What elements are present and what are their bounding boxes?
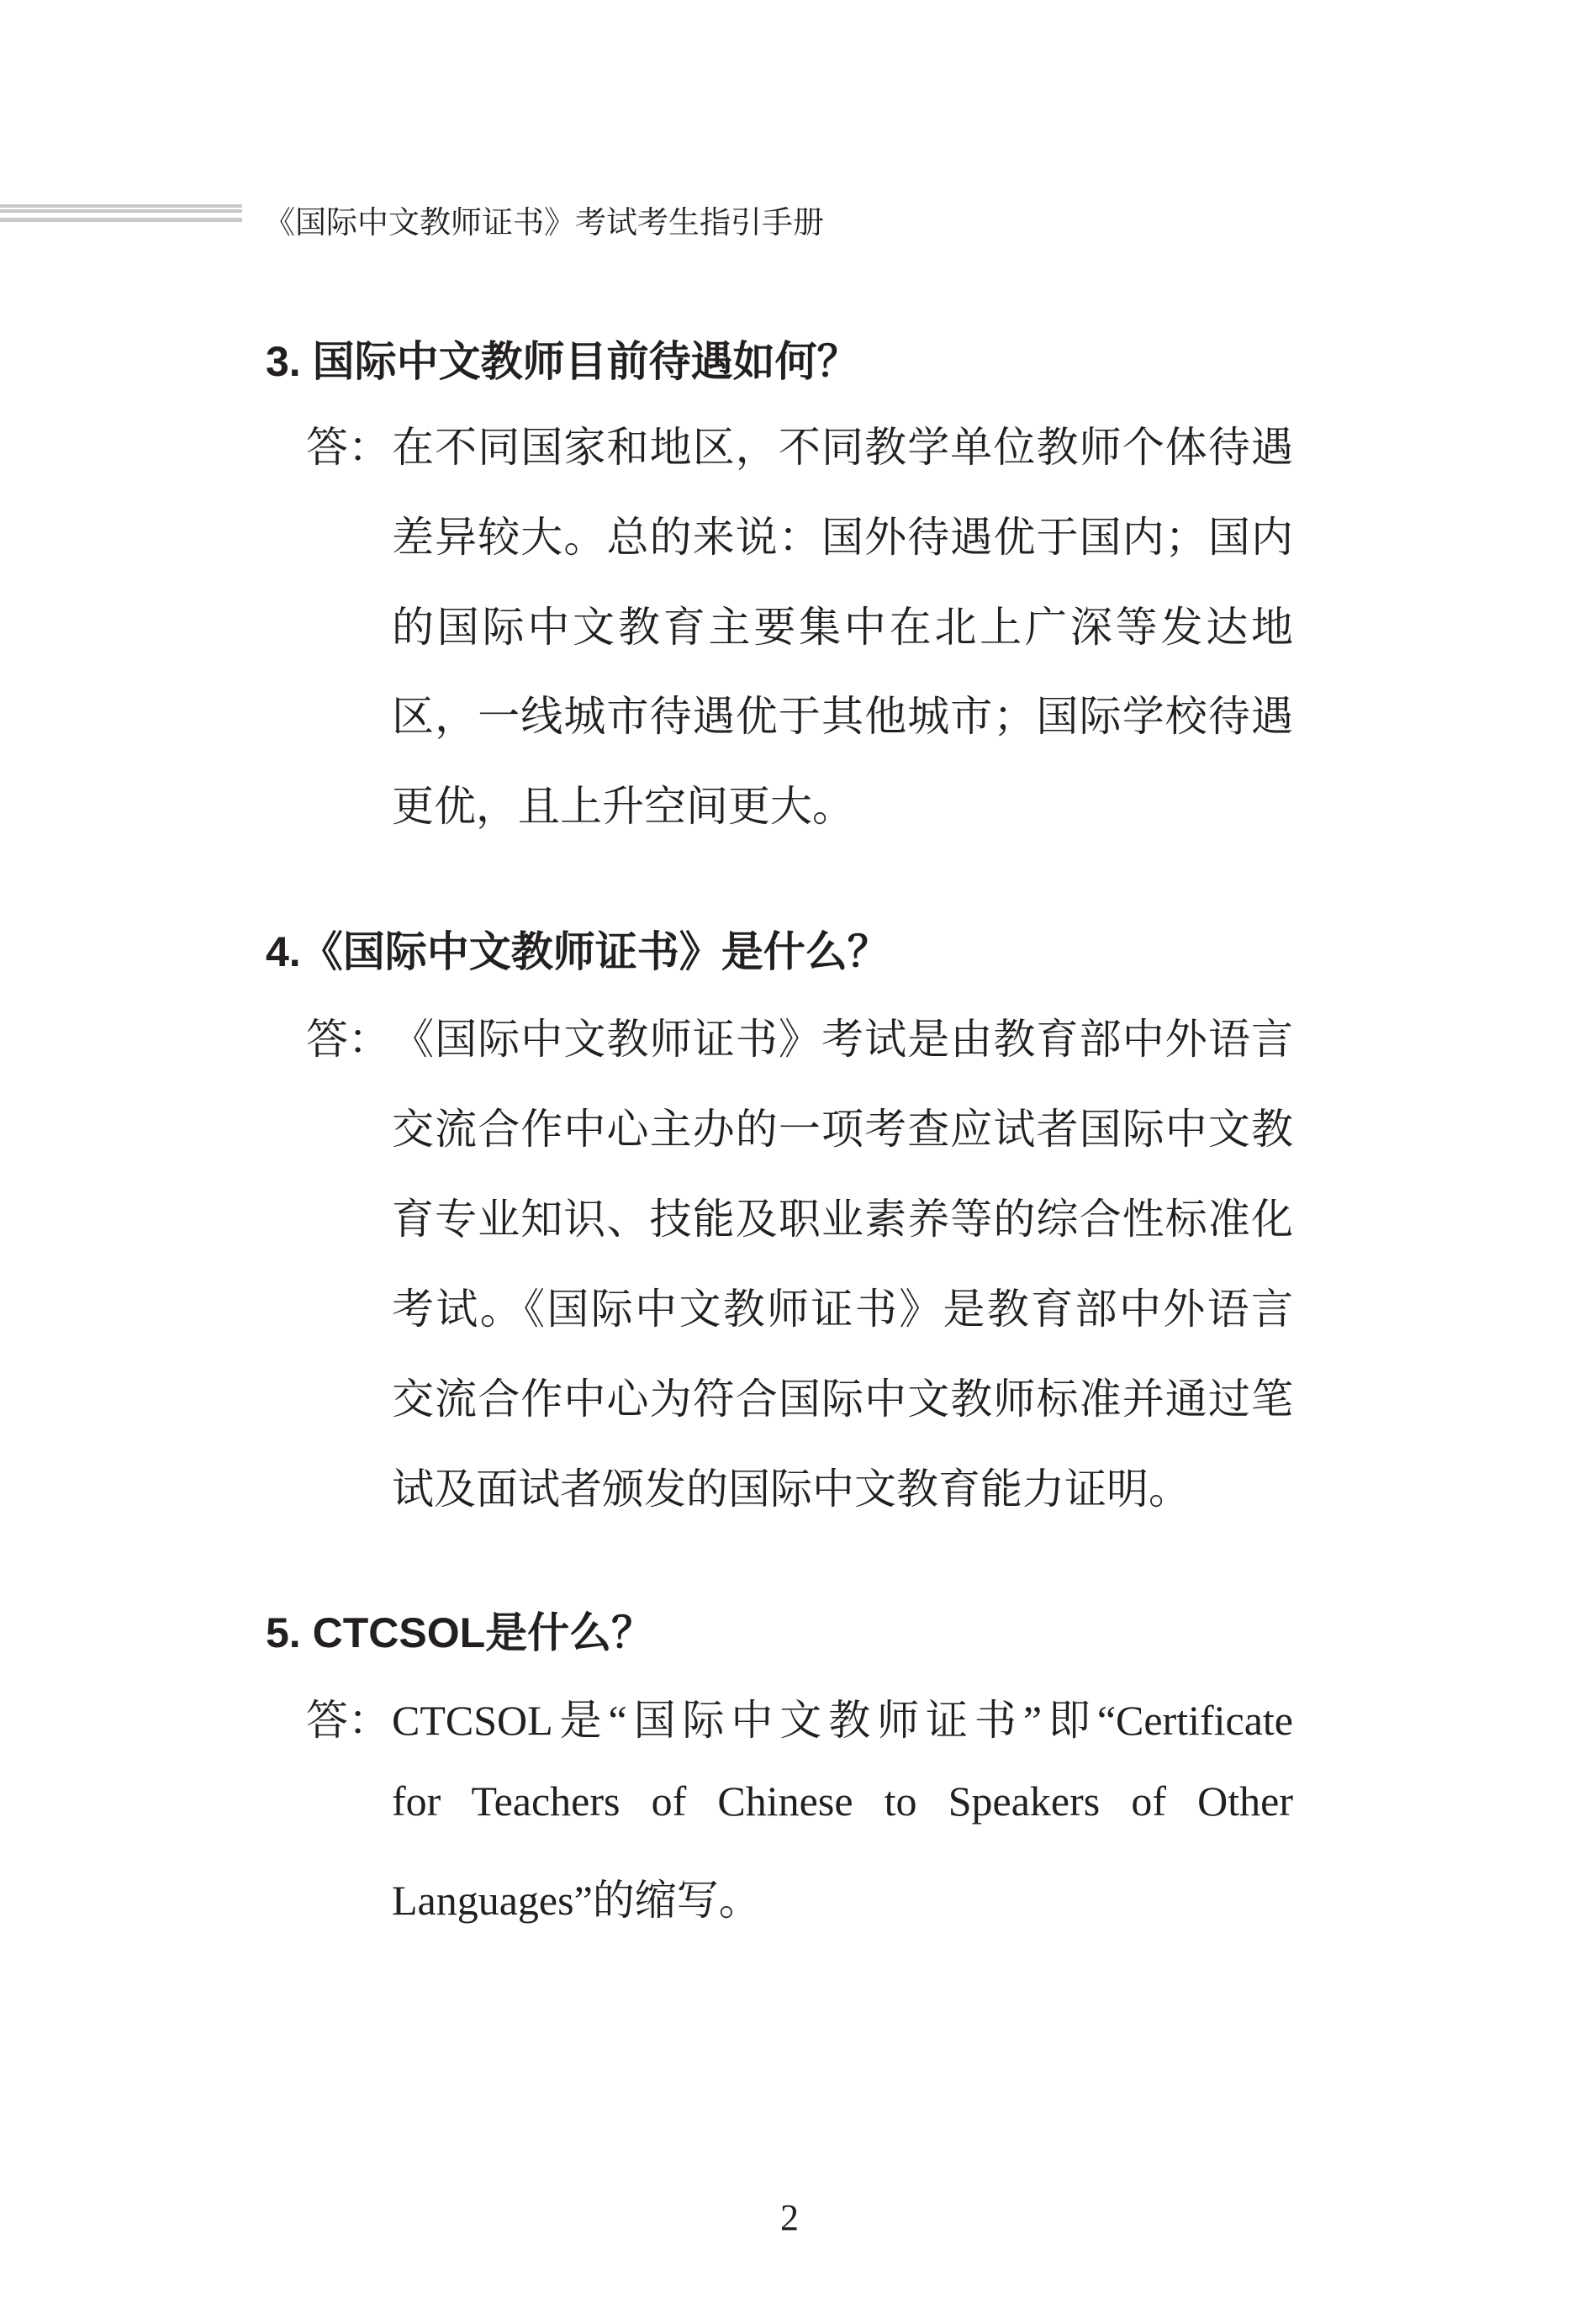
answer-line: 《国际中文教师证书》考试是由教育部中外语言 — [392, 1016, 1293, 1063]
question-heading-5: 5. CTCSOL是什么？ — [266, 1609, 654, 1656]
answer-line: 育专业知识、技能及职业素养等的综合性标准化 — [392, 1196, 1293, 1243]
running-header: 《国际中文教师证书》考试考生指引手册 — [264, 205, 824, 240]
answer-line: 交流合作中心主办的一项考查应试者国际中文教 — [392, 1106, 1293, 1153]
page-number: 2 — [780, 2197, 799, 2238]
answer-line: 更优，且上升空间更大。 — [392, 783, 854, 830]
question-heading-4: 4.《国际中文教师证书》是什么？ — [266, 928, 890, 975]
answer-label: 答： — [306, 1016, 390, 1063]
answer-line: Languages”的缩写。 — [392, 1877, 761, 1924]
answer-line: 考试。《国际中文教师证书》是教育部中外语言 — [392, 1286, 1293, 1333]
answer-line: 在不同国家和地区，不同教学单位教师个体待遇 — [392, 424, 1293, 471]
answer-line: 区，一线城市待遇优于其他城市；国际学校待遇 — [392, 693, 1293, 740]
answer-label: 答： — [306, 424, 390, 471]
answer-label: 答： — [306, 1697, 390, 1744]
header-decorative-lines — [0, 204, 242, 222]
answer-line: 试及面试者颁发的国际中文教育能力证明。 — [392, 1466, 1191, 1513]
answer-line: 交流合作中心为符合国际中文教师标准并通过笔 — [392, 1376, 1293, 1423]
answer-line: CTCSOL是“国际中文教师证书”即“Certificate — [392, 1697, 1293, 1744]
question-heading-3: 3. 国际中文教师目前待遇如何？ — [266, 338, 859, 385]
answer-line: for Teachers of Chinese to Speakers of Other — [392, 1777, 1293, 1825]
answer-line: 的国际中文教育主要集中在北上广深等发达地 — [392, 604, 1293, 651]
answer-line: 差异较大。总的来说：国外待遇优于国内；国内 — [392, 514, 1293, 561]
